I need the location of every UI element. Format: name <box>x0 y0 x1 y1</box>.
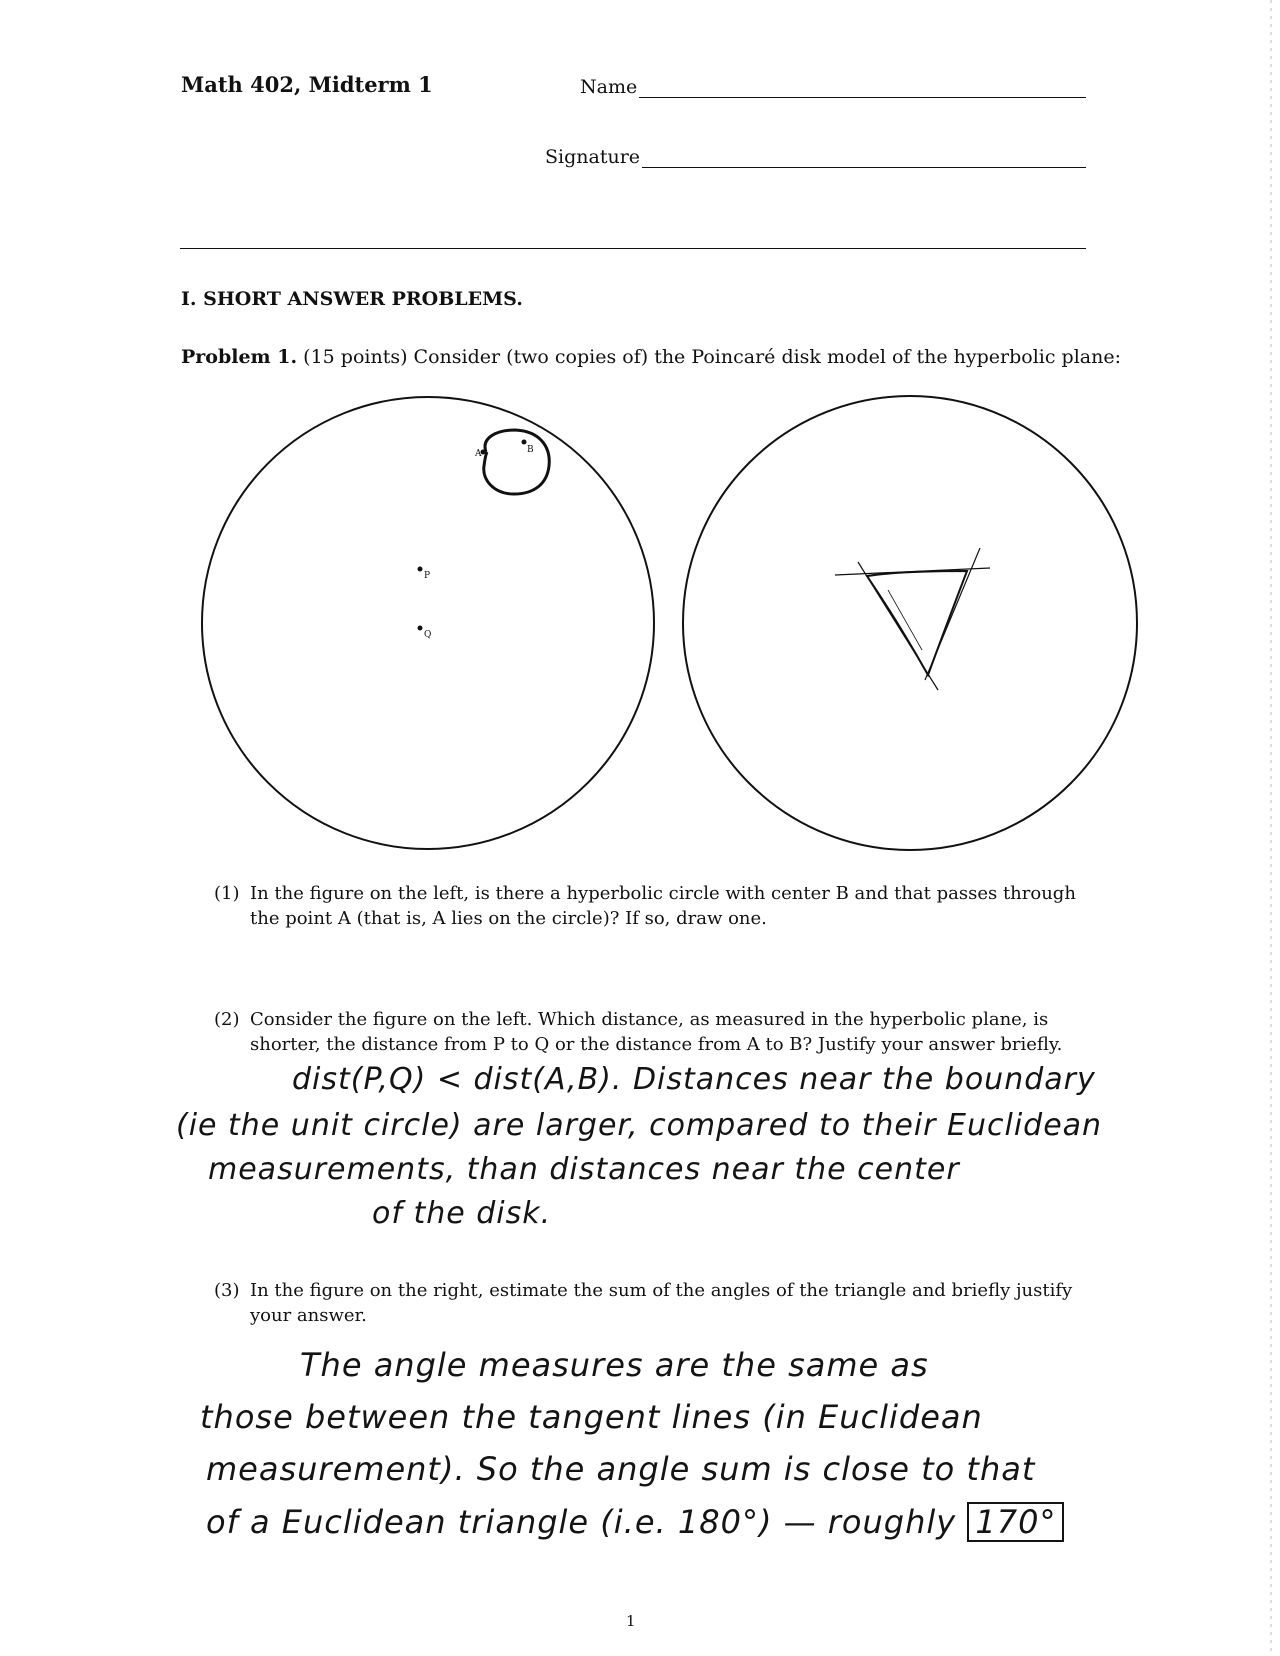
answer-3-line: The angle measures are the same as <box>300 1346 929 1384</box>
question-line: In the figure on the right, estimate the sum of the angles of the triangle and briefly justify <box>250 1280 1073 1301</box>
drawn-hyperbolic-circle <box>484 430 549 494</box>
answer-2-line: dist(P,Q) < dist(A,B). Distances near the boundary <box>292 1062 1096 1097</box>
point-Q-label: Q <box>424 630 432 640</box>
point-Q-marker <box>418 626 423 631</box>
point-B-marker <box>522 440 527 445</box>
signature-label: Signature <box>545 146 641 168</box>
scan-edge <box>1268 0 1274 1656</box>
question-text <box>250 881 1110 931</box>
problem-1-text: (15 points) Consider (two copies of) the Poincaré disk model of the hyperbolic plane: <box>303 346 1121 368</box>
left-poincare-disk <box>202 397 654 849</box>
question-text <box>250 1278 1110 1328</box>
boxed-answer: 170° <box>967 1502 1064 1542</box>
question-line: In the figure on the left, is there a hyperbolic circle with center B and that passes through <box>250 883 1076 904</box>
answer-3-line: those between the tangent lines (in Euclidean <box>200 1398 983 1436</box>
point-P-label: P <box>424 571 431 581</box>
hyperbolic-triangle <box>867 571 967 675</box>
section-heading: I. SHORT ANSWER PROBLEMS. <box>181 288 523 310</box>
answer-2-line: measurements, than distances near the center <box>208 1152 960 1187</box>
answer-3-final <box>206 1502 1064 1542</box>
tangent-line <box>888 590 922 650</box>
answer-3-line: of a Euclidean triangle (i.e. 180°) — roughly <box>206 1503 957 1541</box>
point-P-marker <box>418 567 423 572</box>
point-A-label: A <box>475 449 482 459</box>
problem-1-label: Problem 1. <box>181 346 298 368</box>
answer-3-line: measurement). So the angle sum is close to that <box>206 1450 1036 1488</box>
right-poincare-disk <box>683 396 1137 850</box>
question-line: Consider the figure on the left. Which distance, as measured in the hyperbolic plane, is <box>250 1009 1049 1030</box>
question-line: the point A (that is, A lies on the circle)? If so, draw one. <box>250 908 767 929</box>
page-number: 1 <box>626 1612 636 1630</box>
question-number: (2) <box>214 1009 240 1030</box>
question-line: your answer. <box>250 1305 367 1326</box>
name-label: Name <box>580 76 638 98</box>
question-line: shorter, the distance from P to Q or the distance from A to B? Justify your answer briefly. <box>250 1034 1063 1055</box>
question-text <box>250 1007 1110 1057</box>
tangent-line <box>858 562 938 690</box>
point-B-label: B <box>527 445 534 455</box>
answer-2-line: of the disk. <box>372 1196 552 1231</box>
question-number: (3) <box>214 1280 240 1301</box>
answer-2-line: (ie the unit circle) are larger, compared to their Euclidean <box>176 1108 1103 1143</box>
course-title: Math 402, Midterm 1 <box>181 72 433 97</box>
question-number: (1) <box>214 883 240 904</box>
tangent-line <box>925 548 980 680</box>
